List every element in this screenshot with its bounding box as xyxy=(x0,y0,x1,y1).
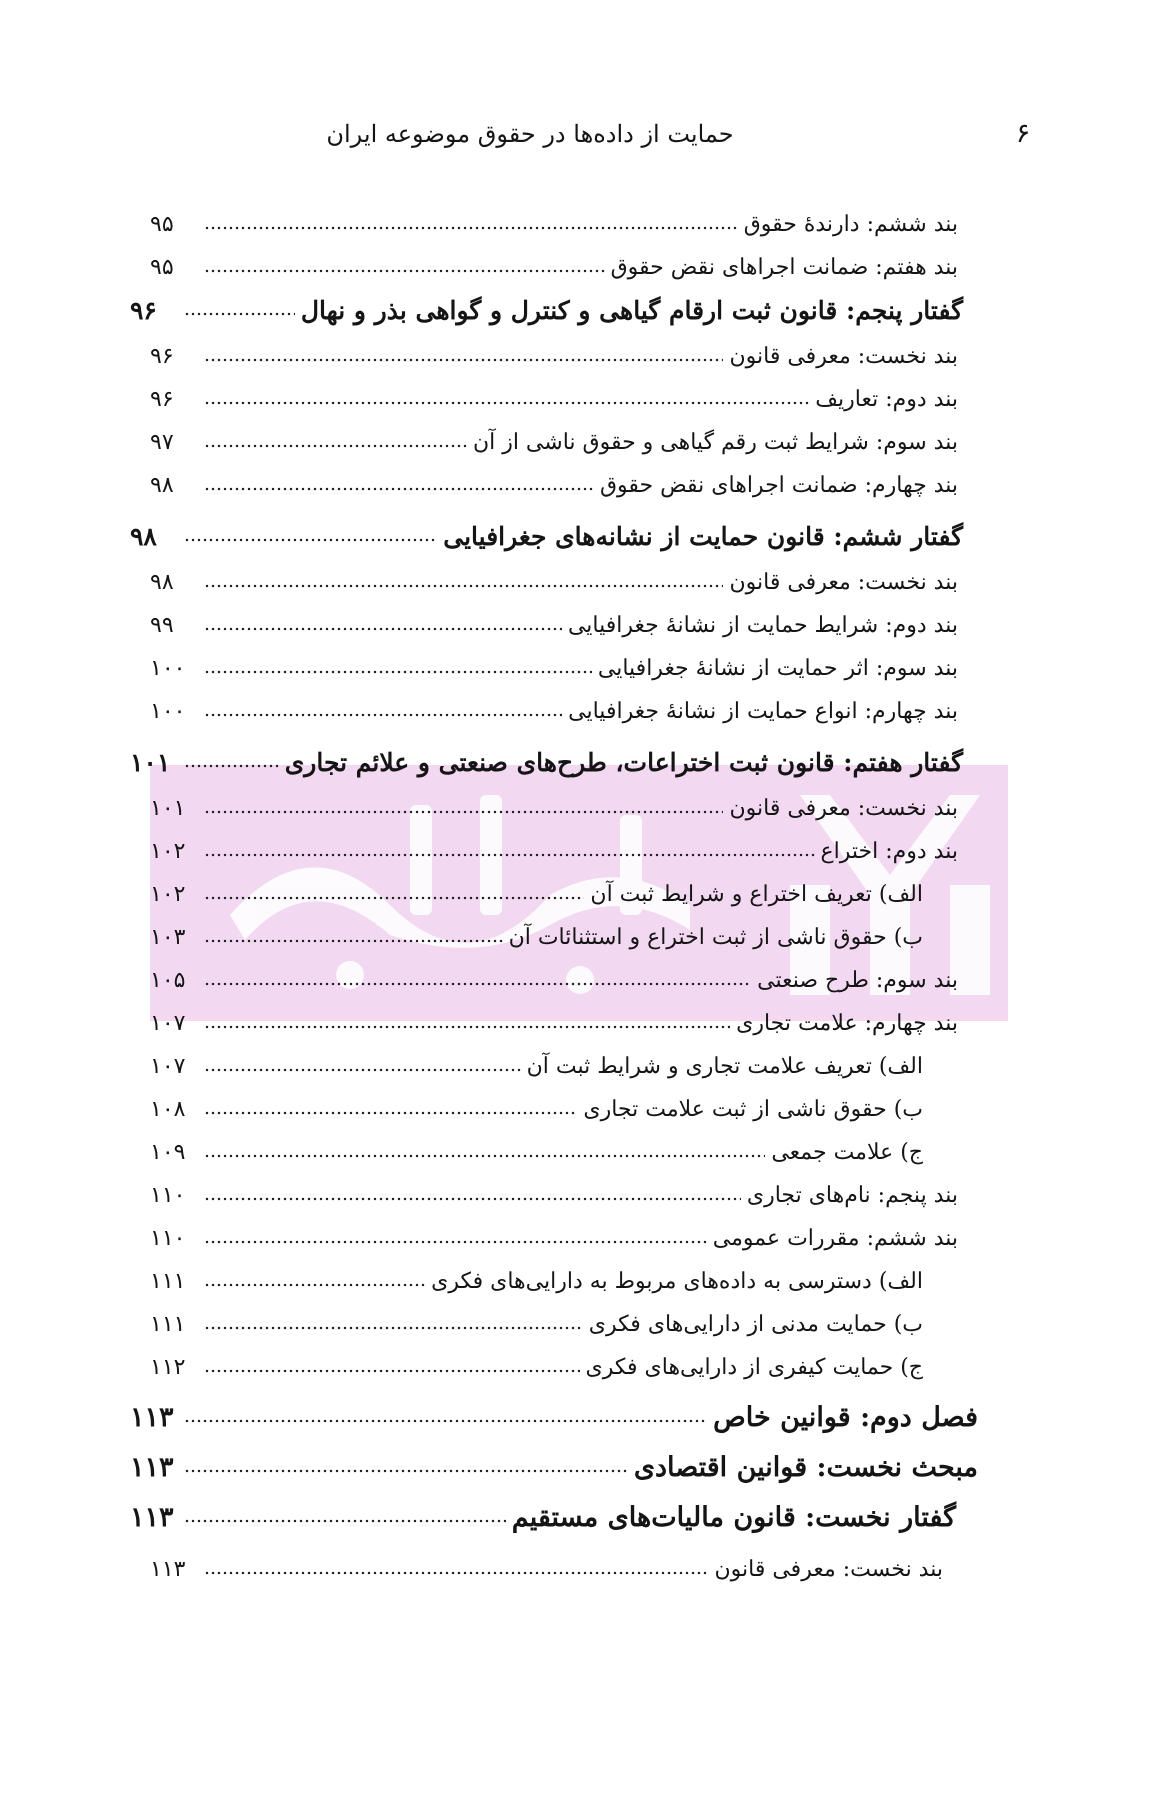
toc-entry-page: ۱۰۰ xyxy=(150,699,186,724)
toc-entry xyxy=(150,1216,958,1256)
toc-entry-label: بند دوم: اختراع xyxy=(820,839,958,864)
toc-entry xyxy=(130,740,963,780)
dot-leader xyxy=(204,1281,425,1289)
toc-entry-page: ۱۱۳ xyxy=(130,1402,174,1433)
toc-entry-label: مبحث نخست: قوانین اقتصادی xyxy=(633,1452,978,1483)
toc-entry-label: ب) حقوق ناشی از ثبت اختراع و استثنائات آن xyxy=(508,925,923,950)
dot-leader xyxy=(204,1367,580,1375)
dot-leader xyxy=(204,1569,708,1577)
toc-entry-page: ۱۱۳ xyxy=(150,1557,186,1582)
toc-entry-label: بند نخست: معرفی قانون xyxy=(714,1557,943,1582)
toc-entry xyxy=(150,1302,923,1342)
toc-entry-page: ۱۱۱ xyxy=(150,1312,186,1337)
dot-leader xyxy=(204,851,815,859)
toc-entry-label: بند نخست: معرفی قانون xyxy=(729,344,958,369)
toc-entry-page: ۹۹ xyxy=(150,613,174,638)
dot-leader xyxy=(204,1109,577,1117)
toc-entry-label: بند سوم: اثر حمایت از نشانهٔ جغرافیایی xyxy=(597,656,958,681)
toc-entry xyxy=(150,958,958,998)
toc-entry xyxy=(150,603,958,643)
toc-entry-page: ۱۱۳ xyxy=(130,1452,174,1483)
toc-entry-label: بند ششم: مقررات عمومی xyxy=(712,1226,958,1251)
toc-entry-page: ۹۶ xyxy=(150,387,174,412)
toc-entry xyxy=(150,1259,923,1299)
toc-entry-page: ۱۰۱ xyxy=(130,748,171,777)
toc-entry xyxy=(150,1547,943,1587)
dot-leader xyxy=(184,1467,628,1475)
toc-entry xyxy=(150,829,958,869)
toc-entry xyxy=(150,915,923,955)
toc-entry xyxy=(130,1395,978,1435)
toc-entry xyxy=(150,1173,958,1213)
dot-leader xyxy=(204,625,562,633)
toc-entry xyxy=(130,288,963,328)
dot-leader xyxy=(184,1417,707,1425)
toc-entry-page: ۱۰۸ xyxy=(150,1097,186,1122)
dot-leader xyxy=(204,442,467,450)
toc-entry-page: ۹۸ xyxy=(130,522,157,551)
dot-leader xyxy=(204,1238,707,1246)
dot-leader xyxy=(204,937,503,945)
toc-entry-label: الف) تعریف علامت تجاری و شرایط ثبت آن xyxy=(526,1054,923,1079)
page-number: ۶ xyxy=(1015,118,1031,149)
toc-entry xyxy=(130,514,963,554)
toc-entry xyxy=(150,1087,923,1127)
toc-entry-label: بند نخست: معرفی قانون xyxy=(729,570,958,595)
toc-entry-page: ۱۰۷ xyxy=(150,1054,186,1079)
toc-entry-page: ۱۰۵ xyxy=(150,968,186,993)
toc-entry-label: بند سوم: شرایط ثبت رقم گیاهی و حقوق ناشی از آن xyxy=(472,430,958,455)
toc-entry-label: گفتار پنجم: قانون ثبت ارقام گیاهی و کنترل و گواهی بذر و نهال xyxy=(300,296,963,325)
toc-entry-label: بند دوم: تعاریف xyxy=(815,387,958,412)
toc-entry-page: ۹۸ xyxy=(150,473,174,498)
toc-entry xyxy=(150,1130,923,1170)
toc-entry-label: بند پنجم: نام‌های تجاری xyxy=(746,1183,958,1208)
toc-entry xyxy=(150,334,958,374)
toc-entry xyxy=(130,1495,956,1535)
dot-leader xyxy=(184,762,279,770)
toc-entry-page: ۱۱۲ xyxy=(150,1355,186,1380)
toc-entry xyxy=(150,202,958,242)
toc-entry xyxy=(150,463,958,503)
dot-leader xyxy=(204,808,723,816)
dot-leader xyxy=(204,1066,521,1074)
dot-leader xyxy=(204,224,738,232)
toc-entry-page: ۱۰۲ xyxy=(150,882,186,907)
toc-entry-page: ۱۰۳ xyxy=(150,925,186,950)
dot-leader xyxy=(184,1517,506,1525)
toc-entry xyxy=(150,1345,923,1385)
toc-entry-page: ۹۸ xyxy=(150,570,174,595)
dot-leader xyxy=(204,1023,730,1031)
dot-leader xyxy=(204,1152,765,1160)
toc-entry xyxy=(150,689,958,729)
toc-entry-label: فصل دوم: قوانین خاص xyxy=(713,1402,978,1433)
toc-entry-label: ب) حقوق ناشی از ثبت علامت تجاری xyxy=(583,1097,923,1122)
dot-leader xyxy=(204,267,605,275)
toc-entry-page: ۹۶ xyxy=(150,344,174,369)
toc-entry xyxy=(150,1044,923,1084)
toc-entry-page: ۱۱۰ xyxy=(150,1226,186,1251)
toc-entry-page: ۱۰۹ xyxy=(150,1140,186,1165)
toc-entry-page: ۹۷ xyxy=(150,430,174,455)
toc-entry-page: ۹۵ xyxy=(150,255,174,280)
toc-entry-page: ۹۶ xyxy=(130,296,157,325)
running-title: حمایت از داده‌ها در حقوق موضوعه ایران xyxy=(326,120,734,148)
toc-entry xyxy=(130,1445,978,1485)
dot-leader xyxy=(204,1324,583,1332)
toc-entry-label: بند چهارم: ضمانت اجراهای نقض حقوق xyxy=(599,473,958,498)
toc-entry-page: ۱۰۰ xyxy=(150,656,186,681)
dot-leader xyxy=(204,668,592,676)
dot-leader xyxy=(204,485,594,493)
toc-entry-label: گفتار ششم: قانون حمایت از نشانه‌های جغرافیایی xyxy=(443,522,963,551)
toc-entry-label: گفتار نخست: قانون مالیات‌های مستقیم xyxy=(511,1502,956,1533)
toc-entry xyxy=(150,646,958,686)
dot-leader xyxy=(204,980,751,988)
toc-entry-page: ۱۱۳ xyxy=(130,1502,174,1533)
dot-leader xyxy=(184,310,295,318)
dot-leader xyxy=(204,399,809,407)
toc-entry-label: بند دوم: شرایط حمایت از نشانهٔ جغرافیایی xyxy=(567,613,958,638)
toc-entry-label: گفتار هفتم: قانون ثبت اختراعات، طرح‌های صنعتی و علائم تجاری xyxy=(284,748,963,777)
dot-leader xyxy=(204,894,584,902)
toc-entry-label: بند سوم: طرح صنعتی xyxy=(757,968,958,993)
toc-entry-label: ج) حمایت کیفری از دارایی‌های فکری xyxy=(585,1355,923,1380)
toc-entry-page: ۱۱۰ xyxy=(150,1183,186,1208)
toc-entry-label: بند نخست: معرفی قانون xyxy=(729,796,958,821)
toc-entry xyxy=(150,377,958,417)
toc-entry-page: ۱۰۱ xyxy=(150,796,186,821)
toc-entry-page: ۱۱۱ xyxy=(150,1269,186,1294)
toc-entry-label: بند چهارم: انواع حمایت از نشانهٔ جغرافیایی xyxy=(568,699,958,724)
toc-entry xyxy=(150,420,958,460)
toc-entry-page: ۱۰۲ xyxy=(150,839,186,864)
dot-leader xyxy=(184,536,437,544)
toc-entry xyxy=(150,560,958,600)
toc-entry xyxy=(150,786,958,826)
toc-entry-label: بند ششم: دارندهٔ حقوق xyxy=(743,212,958,237)
toc-entry-label: الف) دسترسی به داده‌های مربوط به دارایی‌های فکری xyxy=(431,1269,923,1294)
toc-entry xyxy=(150,245,958,285)
toc-entry xyxy=(150,1001,958,1041)
dot-leader xyxy=(204,1195,741,1203)
toc-entry-page: ۱۰۷ xyxy=(150,1011,186,1036)
toc-entry-label: الف) تعریف اختراع و شرایط ثبت آن xyxy=(590,882,923,907)
dot-leader xyxy=(204,711,562,719)
toc-entry-label: ب) حمایت مدنی از دارایی‌های فکری xyxy=(588,1312,923,1337)
toc-entry xyxy=(150,872,923,912)
toc-entry-label: بند هفتم: ضمانت اجراهای نقض حقوق xyxy=(610,255,958,280)
dot-leader xyxy=(204,582,723,590)
toc-entry-page: ۹۵ xyxy=(150,212,174,237)
toc-entry-label: ج) علامت جمعی xyxy=(771,1140,923,1165)
toc-entry-label: بند چهارم: علامت تجاری xyxy=(736,1011,958,1036)
dot-leader xyxy=(204,356,723,364)
